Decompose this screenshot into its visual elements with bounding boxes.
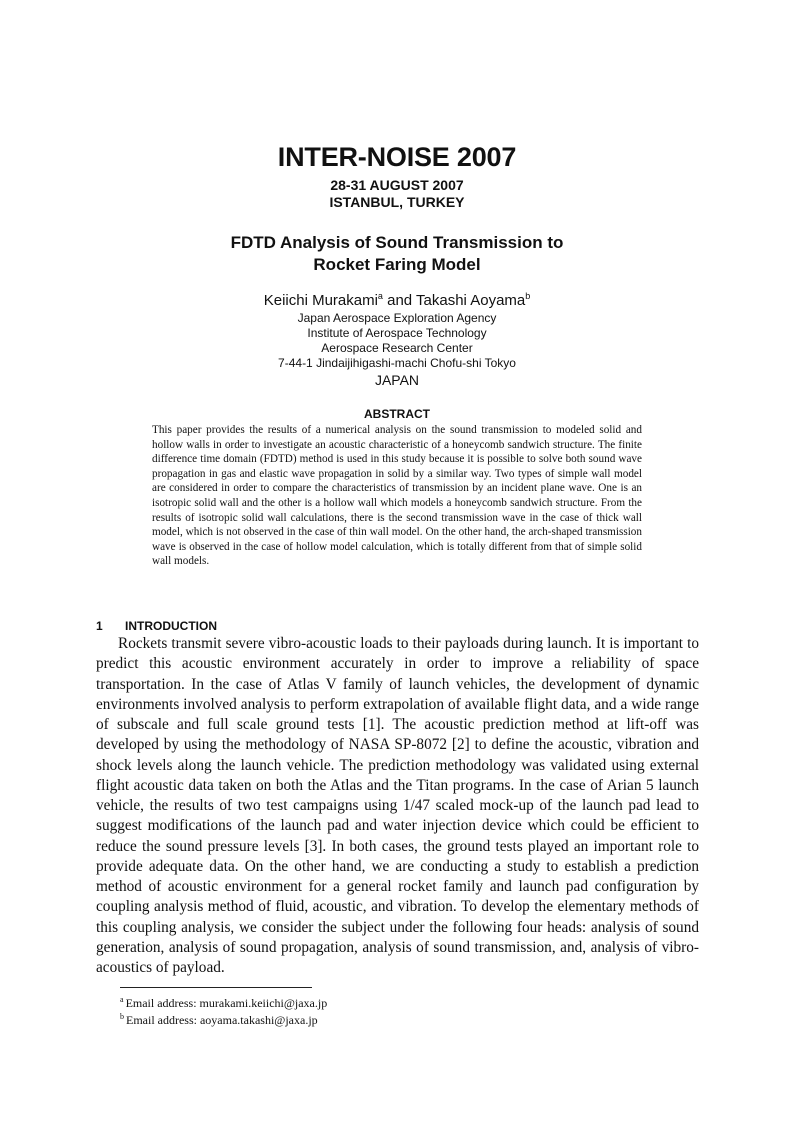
conference-location: ISTANBUL, TURKEY [329, 194, 465, 210]
footnote-mark: b [120, 1012, 124, 1021]
abstract-heading: ABSTRACT [364, 407, 430, 421]
affiliation-line: Japan Aerospace Exploration Agency [297, 311, 497, 325]
paper-title-line-2: Rocket Faring Model [313, 255, 481, 274]
conference-title: INTER-NOISE 2007 [277, 142, 517, 172]
footnote-mark: a [120, 995, 124, 1004]
affiliation-country: JAPAN [374, 372, 420, 388]
footnote-text: Email address: murakami.keiichi@jaxa.jp [125, 996, 328, 1010]
footnote-divider [120, 987, 312, 988]
author-2: Takashi Aoyama [416, 292, 526, 309]
introduction-paragraph: Rockets transmit severe vibro-acoustic loads to their payloads during launch. It is important to predict this acoustic environment accurately in order to improve a reliability of space transportation. In the case of Atlas V family of launch vehicles, the development of dynamic environments involved analysis to perform extrapolation of available flight data, and a wide range of subscale and full scale ground tests [1]. The acoustic prediction method at lift-off was developed by using the methodology of NASA SP-8072 [2] to define the acoustic, vibration and shock levels along the launch vehicle. The prediction methodology was validated using external flight acoustic data taken on both the Atlas and the Titan programs. In the case of Arian 5 launch vehicle, the results of two test campaigns using 1/47 scaled mock-up of the launch pad lead to suggest modifications of the launch pad and water injection device which could be efficient to reduce the sound pressure levels [3]. In both cases, the ground tests played an important role to provide adequate data. On the other hand, we are conducting a study to establish a prediction method of acoustic environment for a general rocket family and launch pad configuration by coupling analysis method of fluid, acoustic, and vibration. To develop the elementary methods of this coupling analysis, we consider the subject under the following four heads: analysis of sound generation, analysis of sound propagation, analysis of sound transmission, and, analysis of vibro-acoustics of payload. [96, 635, 699, 976]
paper-title [0, 232, 794, 276]
affiliation-line: Aerospace Research Center [321, 341, 473, 355]
author-line [0, 291, 794, 309]
author-2-mark: b [525, 291, 531, 301]
author-1: Keiichi Murakami [263, 292, 378, 309]
footnote-a [120, 995, 327, 1011]
paper-title-line-1: FDTD Analysis of Sound Transmission to [230, 233, 564, 252]
affiliation-line: 7-44-1 Jindaijihigashi-machi Chofu-shi Tokyo [278, 356, 516, 370]
affiliation-line: Institute of Aerospace Technology [307, 326, 487, 340]
footnote-text: Email address: aoyama.takashi@jaxa.jp [126, 1013, 318, 1027]
conference-dates: 28-31 AUGUST 2007 [330, 177, 464, 193]
footnote-b [120, 1012, 318, 1028]
section-title: INTRODUCTION [125, 619, 217, 633]
author-1-mark: a [377, 291, 383, 301]
section-heading [96, 619, 217, 633]
abstract-text: This paper provides the results of a numerical analysis on the sound transmission to modeled solid and hollow walls in order to investigate an acoustic characteristic of a honeycomb sandwich structure. The finite difference time domain (FDTD) method is used in this study because it is possible to solve both sound wave propagation in gas and elastic wave propagation in solid by a similar way. Two types of simple wall model are considered in order to compare the characteristics of transmission by an incident plane wave. One is an isotropic solid wall and the other is a hollow wall which models a honeycomb sandwich structure. From the results of isotropic solid wall calculations, there is the second transmission wave in the case of thick wall model, which is not observed in the case of thin wall model. On the other hand, the arch-shaped transmission wave is observed in the case of hollow model calculation, which is totally different from that of simple solid wall models. [152, 424, 642, 568]
section-number: 1 [96, 619, 103, 633]
author-conjunction: and [382, 292, 417, 309]
